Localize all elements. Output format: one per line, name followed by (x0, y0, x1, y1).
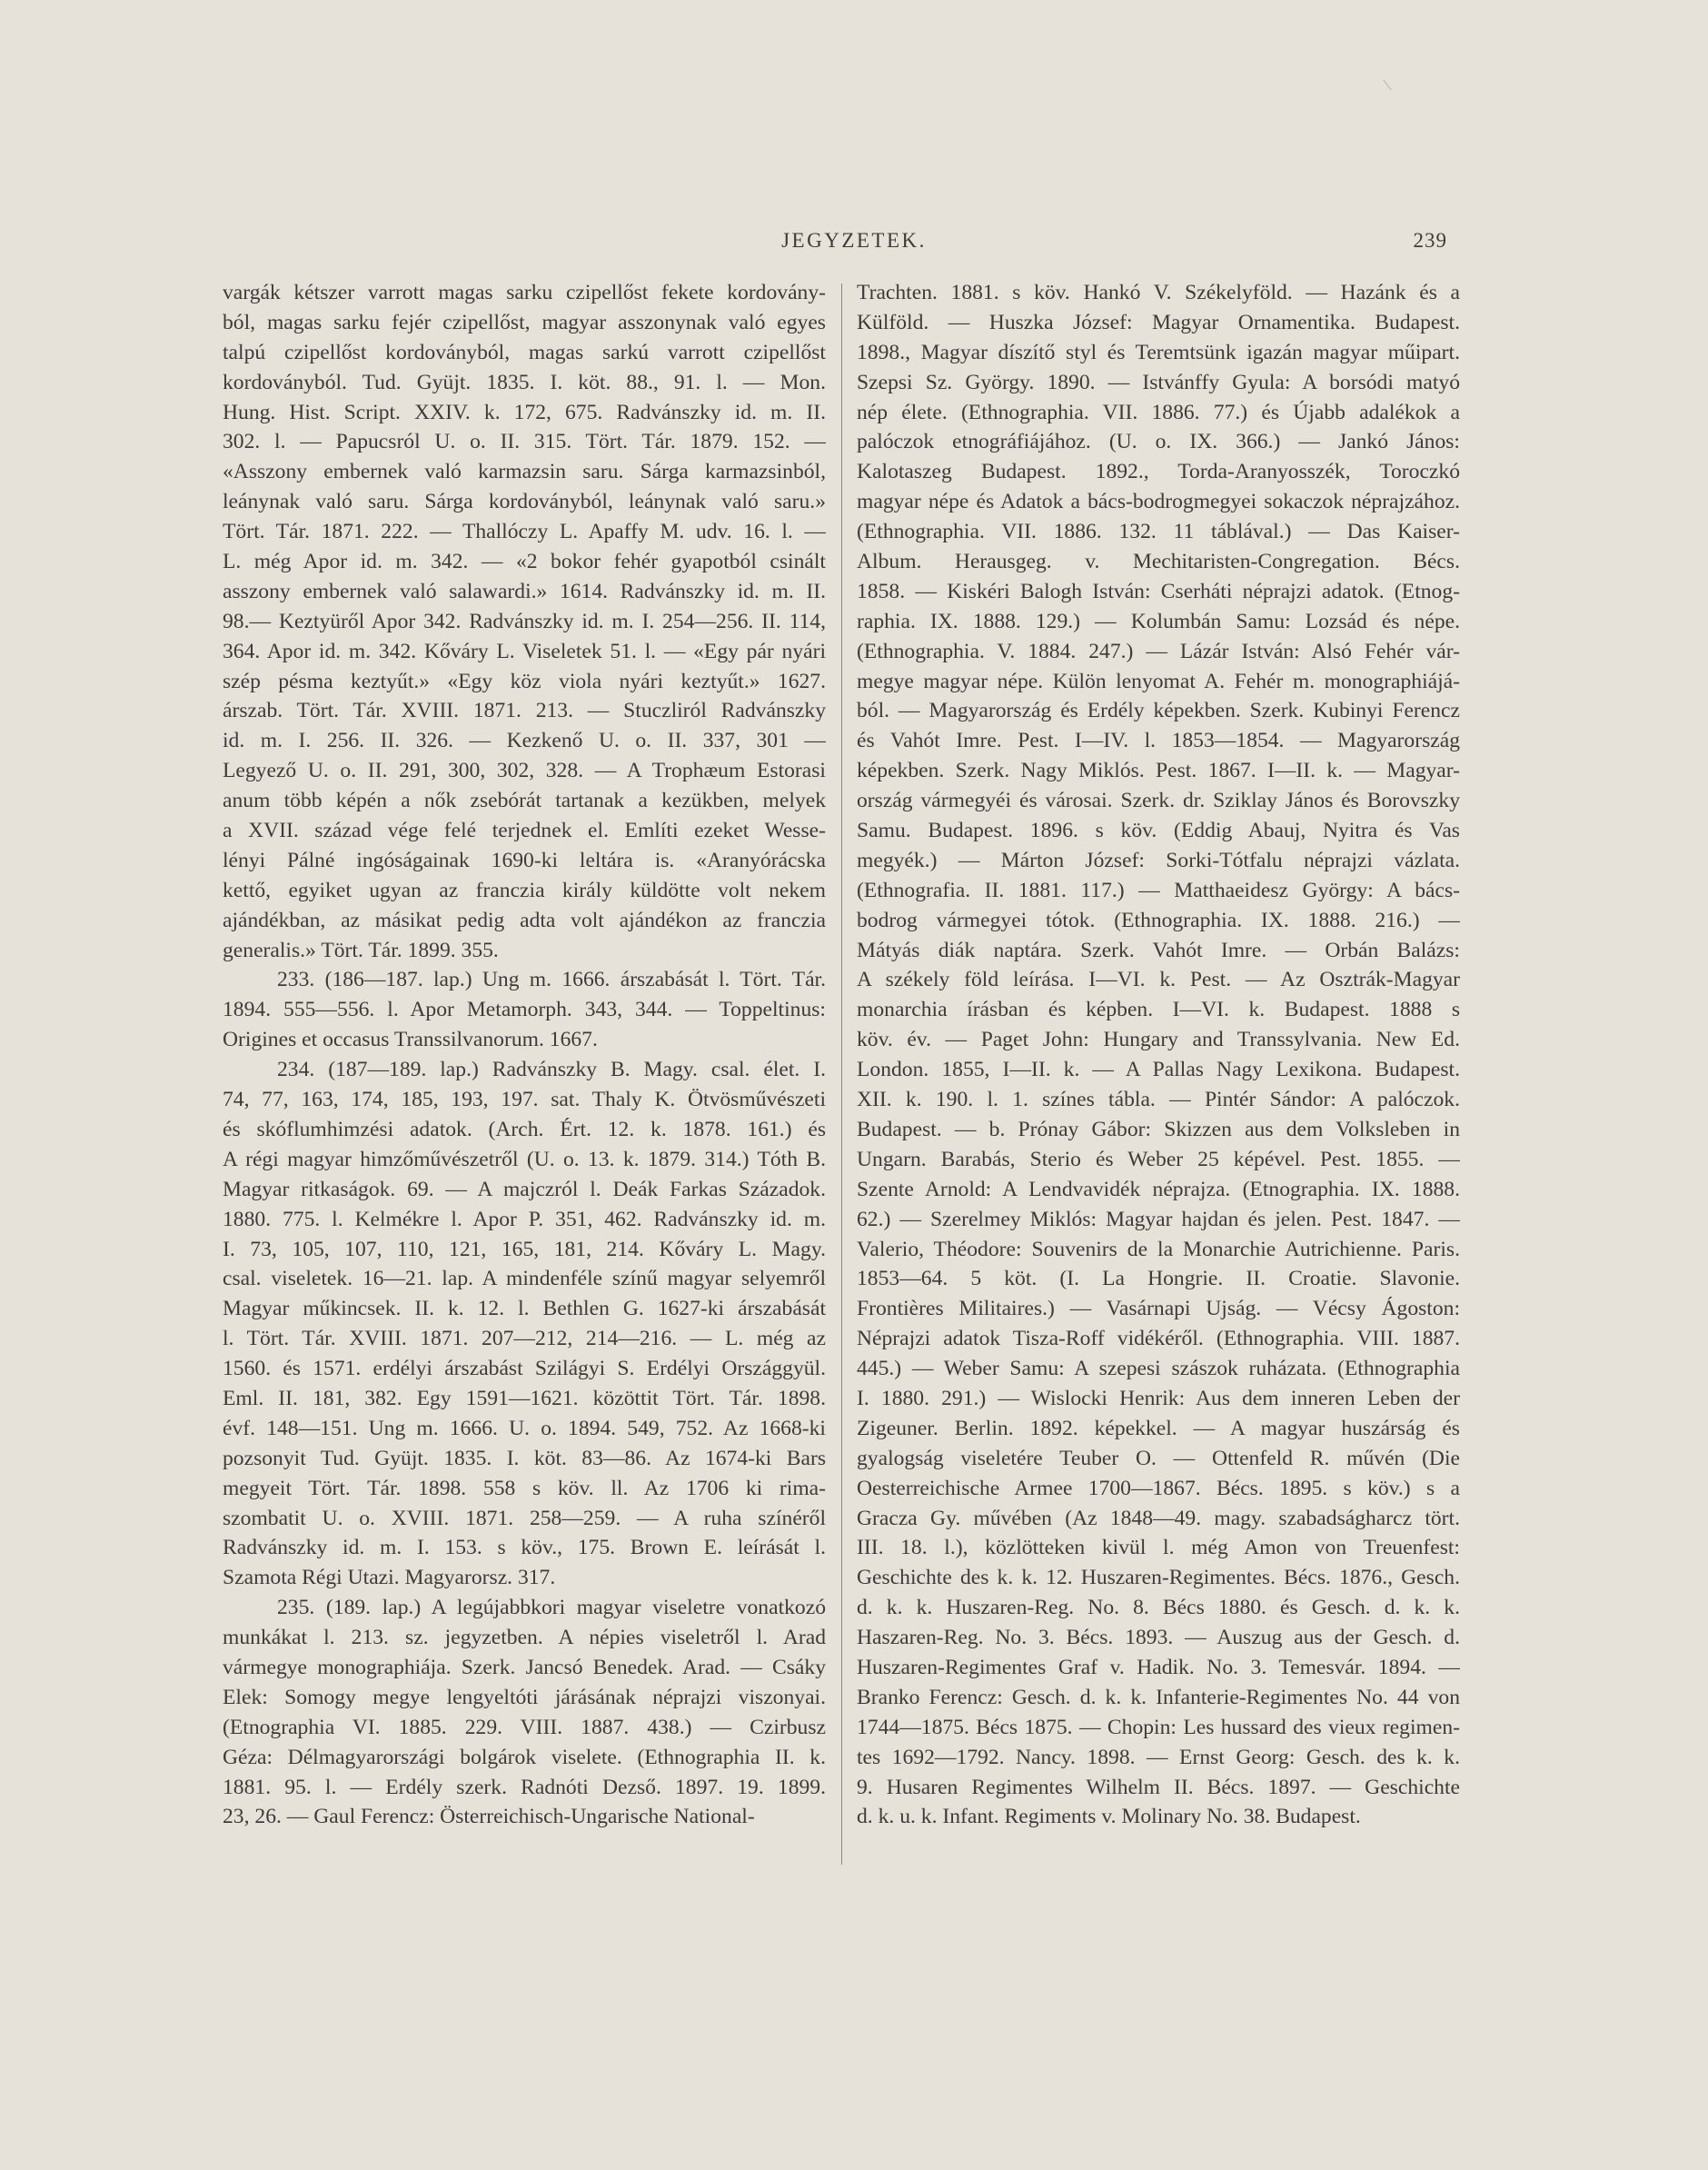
text-line: raphia. IX. 1888. 129.) — Kolumbán Samu: Lozsád és népe. (857, 609, 1460, 633)
text-line: 98.— Keztyüről Apor 342. Radvánszky id. m. I. 254—256. II. 114, (223, 609, 826, 633)
text-line: vargák kétszer varrott magas sarku czipellőst fekete kordovány- (223, 281, 826, 304)
text-line: palóczok etnográfiájához. (U. o. IX. 366.) — Jankó János: (857, 430, 1460, 454)
right-column (857, 278, 1460, 1832)
text-line: XII. k. 190. l. 1. színes tábla. — Pintér Sándor: A palóczok. (857, 1088, 1460, 1112)
text-line: 1858. — Kiskéri Balogh István: Cserháti néprajzi adatok. (Etnog- (857, 579, 1460, 603)
text-line: Zigeuner. Berlin. 1892. képekkel. — A magyar huszárság és (857, 1416, 1460, 1440)
text-line: 302. l. — Papucsról U. o. II. 315. Tört. Tár. 1879. 152. — (223, 430, 826, 454)
text-line: és Vahót Imre. Pest. I—IV. l. 1853—1854. — Magyarország (857, 729, 1460, 753)
text-line: Trachten. 1881. s köv. Hankó V. Székelyföld. — Hazánk és a (857, 281, 1460, 304)
text-line: A székely föld leírása. I—VI. k. Pest. — Az Osztrák-Magyar (857, 968, 1460, 992)
text-line: munkákat l. 213. sz. jegyzetben. A népies viseletről l. Arad (223, 1626, 826, 1650)
text-line: árszab. Tört. Tár. XVIII. 1871. 213. — Stuczliról Radvánszky (223, 699, 826, 723)
text-line: megye magyar népe. Külön lenyomat A. Fehér m. monographiájá- (857, 669, 1460, 693)
text-line: Album. Herausgeg. v. Mechitaristen-Congregation. Bécs. (857, 550, 1460, 574)
text-line: ország vármegyéi és városai. Szerk. dr. Sziklay János és Borovszky (857, 789, 1460, 813)
text-line: id. m. I. 256. II. 326. — Kezkenő U. o. II. 337, 301 — (223, 729, 826, 753)
text-line: Magyar műkincsek. II. k. 12. l. Bethlen G. 1627-ki árszabását (223, 1297, 826, 1321)
text-line: magyar népe és Adatok a bács-bodrogmegyei sokaczok néprajzához. (857, 490, 1460, 514)
text-line: (Ethnographia. V. 1884. 247.) — Lázár István: Alsó Fehér vár- (857, 639, 1460, 663)
scratch-mark (1383, 80, 1391, 91)
text-line: 233. (186—187. lap.) Ung m. 1666. árszabását l. Tört. Tár. (277, 968, 826, 992)
text-line: 1881. 95. l. — Erdély szerk. Radnóti Dezső. 1897. 19. 1899. (223, 1775, 826, 1799)
text-line: Külföld. — Huszka József: Magyar Ornamentika. Budapest. (857, 310, 1460, 334)
text-line: Magyar ritkaságok. 69. — A majczról l. Deák Farkas Századok. (223, 1177, 826, 1201)
text-line: leánynak való saru. Sárga kordoványból, leánynak való saru.» (223, 490, 826, 514)
text-line: Kalotaszeg Budapest. 1892., Torda-Aranyosszék, Toroczkó (857, 460, 1460, 484)
text-line: Budapest. — b. Prónay Gábor: Skizzen aus dem Volksleben in (857, 1117, 1460, 1141)
text-line: Géza: Délmagyarországi bolgárok viselete. (Ethnographia II. k. (223, 1745, 826, 1769)
text-line: Szamota Régi Utazi. Magyarorsz. 317. (223, 1566, 556, 1590)
text-line: 1880. 775. l. Kelmékre l. Apor P. 351, 462. Radvánszky id. m. (223, 1207, 826, 1231)
page-number: 239 (1413, 229, 1447, 252)
left-column (223, 278, 826, 1832)
text-line: Origines et occasus Transsilvanorum. 1667. (223, 1028, 598, 1052)
text-line: szombatit U. o. XVIII. 1871. 258—259. — A ruha színéről (223, 1506, 826, 1530)
text-line: képekben. Szerk. Nagy Miklós. Pest. 1867. I—II. k. — Magyar- (857, 759, 1460, 783)
text-line: megyeit Tört. Tár. 1898. 558 s köv. ll. Az 1706 ki rima- (223, 1476, 826, 1500)
text-line: Valerio, Théodore: Souvenirs de la Monarchie Autrichienne. Paris. (857, 1237, 1460, 1261)
text-line: Hung. Hist. Script. XXIV. k. 172, 675. Radvánszky id. m. II. (223, 400, 826, 424)
text-line: Elek: Somogy megye lengyeltóti járásának néprajzi viszonyai. (223, 1685, 826, 1709)
text-line: 23, 26. — Gaul Ferencz: Österreichisch-Ungarische National- (223, 1805, 755, 1829)
text-line: (Etnographia VI. 1885. 229. VIII. 1887. 438.) — Czirbusz (223, 1715, 826, 1739)
text-line: 62.) — Szerelmey Miklós: Magyar hajdan és jelen. Pest. 1847. — (857, 1207, 1460, 1231)
text-line: kordoványból. Tud. Gyüjt. 1835. I. köt. 88., 91. l. — Mon. (223, 370, 826, 394)
text-line: monarchia írásban és képben. I—VI. k. Budapest. 1888 s (857, 998, 1460, 1022)
text-line: megyék.) — Márton József: Sorki-Tótfalu néprajzi vázlata. (857, 848, 1460, 872)
text-line: generalis.» Tört. Tár. 1899. 355. (223, 938, 499, 962)
text-line: 1560. és 1571. erdélyi árszabást Szilágyi S. Erdélyi Országgyül. (223, 1357, 826, 1381)
text-line: pozsonyit Tud. Gyüjt. 1835. I. köt. 83—86. Az 1674-ki Bars (223, 1446, 826, 1470)
text-line: l. Tört. Tár. XVIII. 1871. 207—212, 214—216. — L. még az (223, 1327, 826, 1351)
text-line: ból, magas sarku fejér czipellőst, magyar asszonynak való egyes (223, 310, 826, 334)
text-line: (Ethnographia. VII. 1886. 132. 11 táblával.) — Das Kaiser- (857, 520, 1460, 544)
text-line: 1894. 555—556. l. Apor Metamorph. 343, 344. — Toppeltinus: (223, 998, 826, 1022)
text-line: d. k. u. k. Infant. Regiments v. Molinary No. 38. Budapest. (857, 1805, 1361, 1829)
text-line: asszony embernek való salawardi.» 1614. Radvánszky id. m. II. (223, 579, 826, 603)
text-line: Radvánszky id. m. I. 153. s köv., 175. Brown E. leírását l. (223, 1536, 826, 1560)
text-line: Szepsi Sz. György. 1890. — Istvánffy Gyula: A borsódi matyó (857, 370, 1460, 394)
text-line: I. 73, 105, 107, 110, 121, 165, 181, 214. Kőváry L. Magy. (223, 1237, 826, 1261)
text-line: d. k. k. Huszaren-Reg. No. 8. Bécs 1880. és Gesch. d. k. k. (857, 1596, 1460, 1620)
text-line: 234. (187—189. lap.) Radvánszky B. Magy. csal. élet. I. (277, 1058, 826, 1082)
text-line: Néprajzi adatok Tisza-Roff vidékéről. (Ethnographia. VIII. 1887. (857, 1327, 1460, 1351)
text-line: 1898., Magyar díszítő styl és Teremtsünk igazán magyar műipart. (857, 340, 1460, 364)
text-line: szép pésma keztyűt.» «Egy köz viola nyári keztyűt.» 1627. (223, 669, 826, 693)
text-line: 445.) — Weber Samu: A szepesi szászok ruházata. (Ethnographia (857, 1357, 1460, 1381)
text-line: köv. év. — Paget John: Hungary and Transsylvania. New Ed. (857, 1028, 1460, 1052)
text-line: ból. — Magyarország és Erdély képekben. Szerk. Kubinyi Ferencz (857, 699, 1460, 723)
text-line: Legyező U. o. II. 291, 300, 302, 328. — A Trophæum Estorasi (223, 759, 826, 783)
text-line: lényi Pálné ingóságainak 1690-ki leltára is. «Aranyórácska (223, 848, 826, 872)
text-line: nép élete. (Ethnographia. VII. 1886. 77.) és Újabb adalékok a (857, 400, 1460, 424)
text-line: csal. viseletek. 16—21. lap. A mindenféle színű magyar selyemről (223, 1267, 826, 1291)
page-header (0, 229, 1708, 262)
text-line: 1853—64. 5 köt. (I. La Hongrie. II. Croatie. Slavonie. (857, 1267, 1460, 1291)
text-line: bodrog vármegyei tótok. (Ethnographia. IX. 1888. 216.) — (857, 908, 1460, 932)
text-line: ajándékban, az másikat pedig adta volt ajándékon az franczia (223, 908, 826, 932)
running-title: JEGYZETEK. (781, 229, 927, 252)
text-line: tes 1692—1792. Nancy. 1898. — Ernst Georg: Gesch. des k. k. (857, 1745, 1460, 1769)
text-line: Ungarn. Barabás, Sterio és Weber 25 képével. Pest. 1855. — (857, 1147, 1460, 1171)
text-line: Frontières Militaires.) — Vasárnapi Ujság. — Vécsy Ágoston: (857, 1297, 1460, 1321)
text-line: 1744—1875. Bécs 1875. — Chopin: Les hussard des vieux regimen- (857, 1715, 1460, 1739)
text-line: «Asszony embernek való karmazsin saru. Sárga karmazsinból, (223, 460, 826, 484)
text-line: Samu. Budapest. 1896. s köv. (Eddig Abauj, Nyitra és Vas (857, 819, 1460, 843)
text-line: London. 1855, I—II. k. — A Pallas Nagy Lexikona. Budapest. (857, 1058, 1460, 1082)
text-line: 9. Husaren Regimentes Wilhelm II. Bécs. 1897. — Geschichte (857, 1775, 1460, 1799)
text-line: vármegye monographiája. Szerk. Jancsó Benedek. Arad. — Csáky (223, 1655, 826, 1679)
text-line: I. 1880. 291.) — Wislocki Henrik: Aus dem inneren Leben der (857, 1386, 1460, 1410)
text-line: kettő, egyiket ugyan az franczia király küldötte volt nekem (223, 878, 826, 902)
text-line: 364. Apor id. m. 342. Kőváry L. Viseletek 51. l. — «Egy pár nyári (223, 639, 826, 663)
text-line: Haszaren-Reg. No. 3. Bécs. 1893. — Auszug aus der Gesch. d. (857, 1626, 1460, 1650)
text-line: Huszaren-Regimentes Graf v. Hadik. No. 3. Temesvár. 1894. — (857, 1655, 1460, 1679)
text-line: Geschichte des k. k. 12. Huszaren-Regimentes. Bécs. 1876., Gesch. (857, 1566, 1460, 1590)
text-line: (Ethnografia. II. 1881. 117.) — Matthaeidesz György: A bács- (857, 878, 1460, 902)
text-line: 74, 77, 163, 174, 185, 193, 197. sat. Thaly K. Ötvösművészeti (223, 1088, 826, 1112)
text-line: Tört. Tár. 1871. 222. — Thallóczy L. Apaffy M. udv. 16. l. — (223, 520, 826, 544)
text-line: Branko Ferencz: Gesch. d. k. k. Infanterie-Regimentes No. 44 von (857, 1685, 1460, 1709)
text-line: L. még Apor id. m. 342. — «2 bokor fehér gyapotból csinált (223, 550, 826, 574)
text-line: gyalogság viseletére Teuber O. — Ottenfeld R. művén (Die (857, 1446, 1460, 1470)
text-line: talpú czipellőst kordoványból, magas sarkú varrott czipellőst (223, 340, 826, 364)
text-line: III. 18. l.), közlötteken kivül l. még Amon von Treuenfest: (857, 1536, 1460, 1560)
text-line: Gracza Gy. művében (Az 1848—49. magy. szabadságharcz tört. (857, 1506, 1460, 1530)
text-line: Szente Arnold: A Lendvavidék néprajza. (Etnographia. IX. 1888. (857, 1177, 1460, 1201)
text-line: és skóflumhimzési adatok. (Arch. Ért. 12. k. 1878. 161.) és (223, 1117, 826, 1141)
text-line: évf. 148—151. Ung m. 1666. U. o. 1894. 549, 752. Az 1668-ki (223, 1416, 826, 1440)
text-line: 235. (189. lap.) A legújabbkori magyar viseletre vonatkozó (277, 1596, 826, 1620)
text-line: Eml. II. 181, 382. Egy 1591—1621. közöttit Tört. Tár. 1898. (223, 1386, 826, 1410)
text-line: anum több képén a nők zsebórát tartanak a kezükben, melyek (223, 789, 826, 813)
text-line: Mátyás diák naptára. Szerk. Vahót Imre. — Orbán Balázs: (857, 938, 1460, 962)
text-line: A régi magyar himzőművészetről (U. o. 13. k. 1879. 314.) Tóth B. (223, 1147, 826, 1171)
text-line: a XVII. század vége felé terjednek el. Említi ezeket Wesse- (223, 819, 826, 843)
column-divider (841, 284, 842, 1865)
text-line: Oesterreichische Armee 1700—1867. Bécs. 1895. s köv.) s a (857, 1476, 1460, 1500)
